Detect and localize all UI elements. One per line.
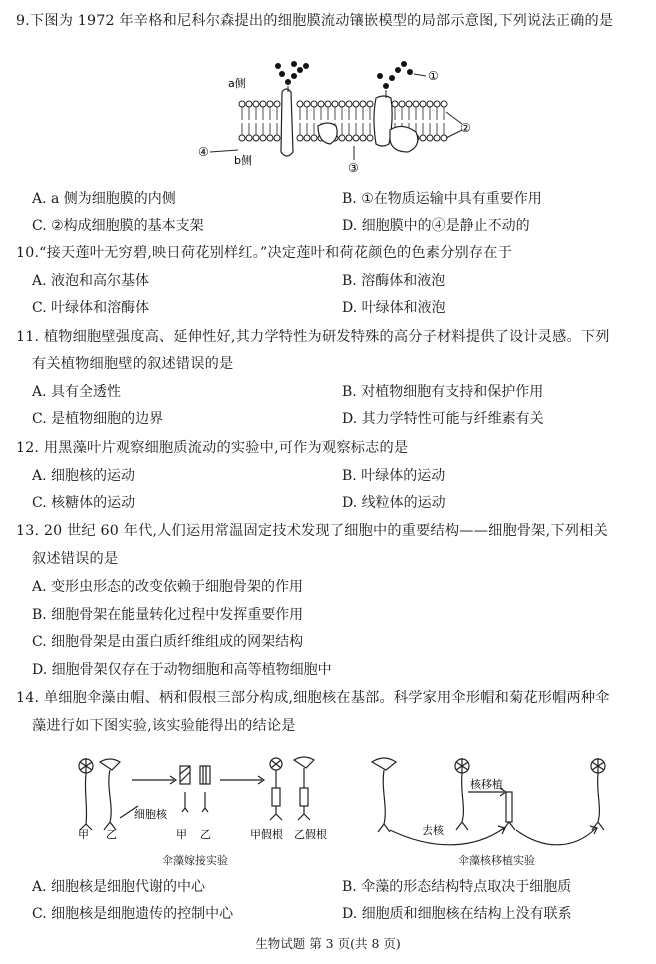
q13-stem-line2: 叙述错误的是 [32, 551, 119, 567]
q9-stem: 9.下图为 1972 年辛格和尼科尔森提出的细胞膜流动镶嵌模型的局部示意图,下列说法正确的是 [16, 13, 614, 29]
q11-option-b[interactable]: B. 对植物细胞有支持和保护作用 [342, 384, 544, 400]
label-3: ③ [348, 161, 359, 175]
q14-stem-line1: 14. 单细胞伞藻由帽、柄和假根三部分构成,细胞核在基部。科学家用伞形帽和菊花形帽两种伞 [16, 690, 610, 706]
q10-option-b[interactable]: B. 溶酶体和液泡 [342, 273, 446, 289]
q14-option-c[interactable]: C. 细胞核是细胞遗传的控制中心 [32, 906, 234, 922]
b-side-label: b侧 [234, 154, 252, 167]
cell-membrane-diagram [190, 52, 520, 180]
fig1-jia: 甲 [78, 828, 89, 841]
grafting-experiment-figure [70, 752, 340, 852]
label-4: ④ [198, 145, 209, 159]
q9-option-d[interactable]: D. 细胞膜中的④是静止不动的 [342, 218, 530, 234]
q14-stem-line2: 藻进行如下图实验,该实验能得出的结论是 [32, 718, 296, 734]
q13-option-c[interactable]: C. 细胞骨架是由蛋白质纤维组成的网架结构 [32, 634, 304, 650]
fig2-nuclear-transfer-label: 核移植 [470, 778, 503, 791]
label-2: ② [460, 121, 471, 135]
q10-option-c[interactable]: C. 叶绿体和溶酶体 [32, 300, 150, 316]
q11-option-a[interactable]: A. 具有全透性 [32, 384, 122, 400]
q11-stem-line1: 11. 植物细胞壁强度高、延伸性好,其力学特性为研发特殊的高分子材料提供了设计灵感。下列 [16, 329, 610, 345]
q12-option-d[interactable]: D. 线粒体的运动 [342, 495, 446, 511]
membrane-proteins [281, 89, 418, 156]
q14-option-a[interactable]: A. 细胞核是细胞代谢的中心 [32, 879, 206, 895]
fig1-jia-2: 甲 [176, 828, 187, 841]
nuclear-transfer-experiment-figure [366, 752, 616, 852]
q11-option-c[interactable]: C. 是植物细胞的边界 [32, 411, 164, 427]
q10-stem: 10.“接天莲叶无穷碧,映日荷花别样红。”决定莲叶和荷花颜色的色素分别存在于 [16, 245, 513, 261]
q11-stem-line2: 有关植物细胞壁的叙述错误的是 [32, 356, 234, 372]
q12-option-c[interactable]: C. 核糖体的运动 [32, 495, 136, 511]
q13-stem-line1: 13. 20 世纪 60 年代,人们运用常温固定技术发现了细胞中的重要结构——细胞骨架,下列相关 [16, 523, 608, 539]
fig1-nucleus-label: 细胞核 [134, 808, 167, 821]
q10-option-a[interactable]: A. 液泡和高尔基体 [32, 273, 150, 289]
a-side-label: a侧 [228, 77, 246, 90]
q14-option-b[interactable]: B. 伞藻的形态结构特点取决于细胞质 [342, 879, 572, 895]
q13-option-b[interactable]: B. 细胞骨架在能量转化过程中发挥重要作用 [32, 607, 304, 623]
q11-option-d[interactable]: D. 其力学特性可能与纤维素有关 [342, 411, 544, 427]
q9-option-c[interactable]: C. ②构成细胞膜的基本支架 [32, 218, 204, 234]
glycocalyx [275, 61, 413, 89]
q13-option-d[interactable]: D. 细胞骨架仅存在于动物细胞和高等植物细胞中 [32, 662, 332, 678]
fig1-yi-rhizoid: 乙假根 [294, 828, 327, 841]
page-footer: 生物试题 第 3 页(共 8 页) [255, 936, 401, 951]
fig1-yi-2: 乙 [200, 828, 211, 841]
fig1-yi: 乙 [106, 828, 117, 841]
q9-option-b[interactable]: B. ①在物质运输中具有重要作用 [342, 191, 542, 207]
q12-option-a[interactable]: A. 细胞核的运动 [32, 468, 136, 484]
label-1: ① [428, 69, 439, 83]
q9-option-a[interactable]: A. a 侧为细胞膜的内侧 [32, 191, 176, 207]
q12-stem: 12. 用黑藻叶片观察细胞质流动的实验中,可作为观察标志的是 [16, 440, 409, 456]
q12-option-b[interactable]: B. 叶绿体的运动 [342, 468, 446, 484]
fig1-caption: 伞藻嫁接实验 [162, 854, 228, 867]
q14-option-d[interactable]: D. 细胞质和细胞核在结构上没有联系 [342, 906, 572, 922]
q13-option-a[interactable]: A. 变形虫形态的改变依赖于细胞骨架的作用 [32, 579, 304, 595]
fig2-enucleate-label: 去核 [422, 824, 444, 837]
q10-option-d[interactable]: D. 叶绿体和液泡 [342, 300, 446, 316]
fig1-jia-rhizoid: 甲假根 [250, 828, 283, 841]
fig2-caption: 伞藻核移植实验 [458, 854, 535, 867]
